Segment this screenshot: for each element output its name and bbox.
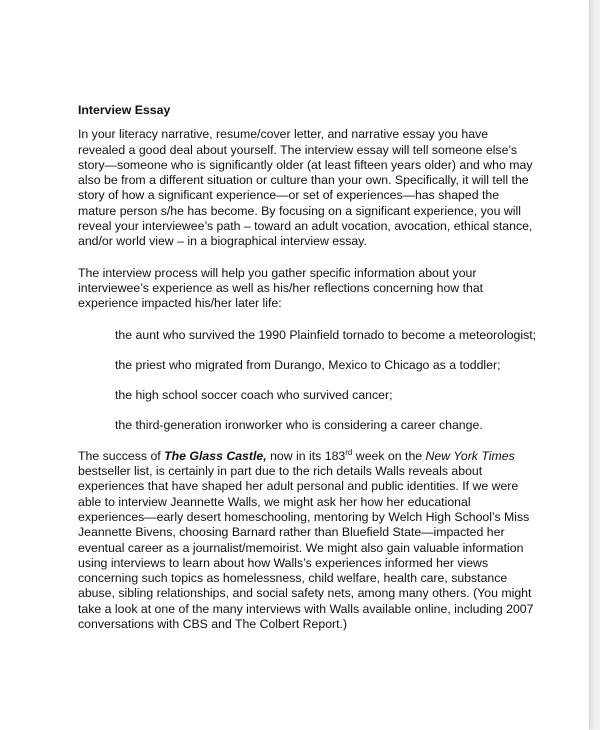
- paragraph-text: bestseller list, is certainly in part due to the rich details Walls reveals about experiences that have shaped her adult personal and public identities. If we were able to interview Jeannette Walls, we might ask her how her educational experiences—early desert homeschooling, mentoring by Welch High School’s Miss Jeannette Bivens, choosing Barnard rather than Bluefield State—impacted her eventual career as a journalist/memoirist. We might also gain valuable information using interviews to learn about how Walls’s experiences informed her views concerning such topics as homelessness, child welfare, health care, substance abuse, sibling relationships, and social safety nets, among many others. (You might take a look at one of the many interviews with Walls available online, including 2007 conversations with CBS and The Colbert Report.): [78, 464, 534, 632]
- interview-process-paragraph: The interview process will help you gather specific information about your interviewee’s experience as well as his/her reflections concerning how that experience impacted his/her later life:: [78, 265, 484, 311]
- paragraph-text: now in its 183: [266, 448, 346, 463]
- glass-castle-paragraph: [78, 449, 538, 633]
- essay-heading: Interview Essay: [78, 103, 171, 117]
- paragraph-lead: The success of: [78, 448, 165, 463]
- example-item: the third-generation ironworker who is considering a career change.: [115, 418, 483, 433]
- document-body: [78, 103, 538, 648]
- example-item: the aunt who survived the 1990 Plainfield tornado to become a meteorologist;: [115, 327, 537, 342]
- book-title: The Glass Castle,: [164, 448, 267, 463]
- example-item: the high school soccer coach who survived cancer;: [115, 388, 393, 403]
- intro-paragraph: In your literacy narrative, resume/cover letter, and narrative essay you have revealed a good deal about yourself. The interview essay will tell someone else’s story—someone who is significantly older (at least fifteen years older) and who may also be from a different situation or culture than your own. Specifically, it will tell the story of how a significant experience—or set of experiences—has shaped the mature person s/he has become. By focusing on a significant experience, you will reveal your interviewee’s path – toward an adult vocation, avocation, ethical stance, and/or world view – in a biographical interview essay.: [78, 127, 533, 249]
- paragraph-text: week on the: [352, 448, 426, 463]
- ordinal-suffix: rd: [345, 447, 353, 457]
- example-item: the priest who migrated from Durango, Mexico to Chicago as a toddler;: [115, 357, 501, 372]
- newspaper-title: New York Times: [425, 448, 515, 463]
